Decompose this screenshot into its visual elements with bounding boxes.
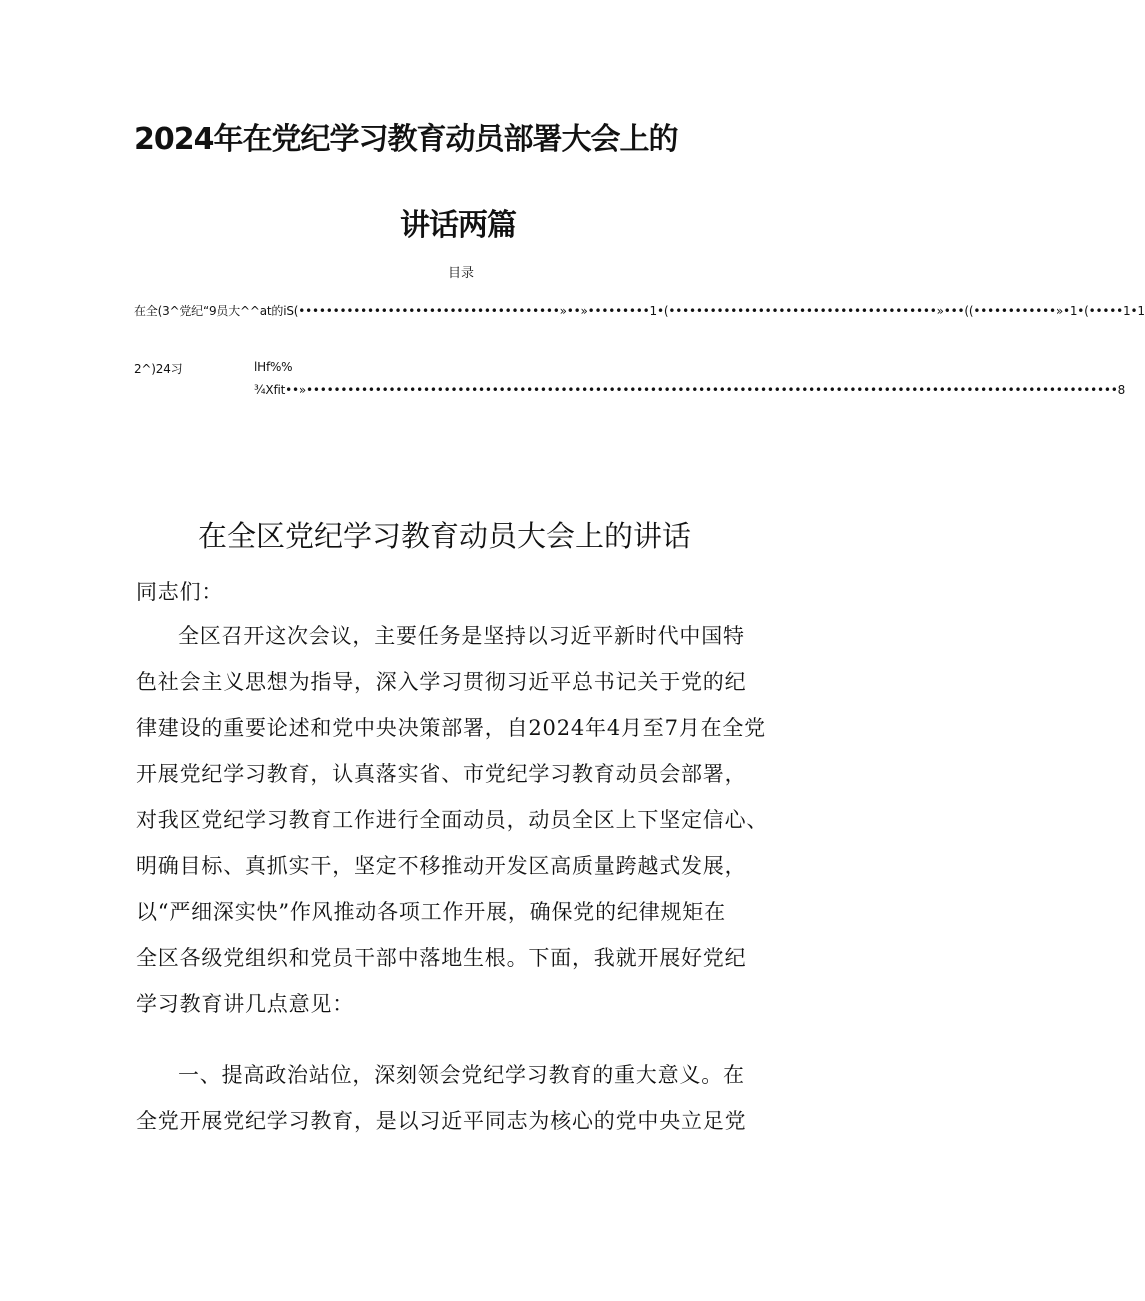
toc-entry-2-middle[interactable]: lHf%% — [254, 360, 293, 374]
toc-entry-1[interactable]: 在全(3^党纪“9员大^^at的iS(••••••••••••••••••••••••••••••••••••••»••»•••••••••1•(•••••••••••••••••••••••••••••••••••••••»•••((••••••••••••»•1•(•••••1•1 — [134, 304, 1145, 318]
paragraph-line: 色社会主义思想为指导，深入学习贯彻习近平总书记关于党的纪 — [136, 670, 747, 694]
document-title-line1: 2024年在党纪学习教育动员部署大会上的 — [134, 122, 678, 157]
body-paragraph-2 — [136, 1052, 796, 1144]
paragraph-line: 全党开展党纪学习教育，是以习近平同志为核心的党中央立足党 — [136, 1109, 747, 1133]
paragraph-line: 学习教育讲几点意见： — [136, 992, 354, 1016]
body-paragraph-1 — [136, 613, 796, 1027]
toc-entry-3[interactable]: ¾Xfit••»••••••••••••••••••••••••••••••••••••••••••••••••••••••••••••••••••••••••••••••••••••••••••••••••••••••••••••••••••••••8 — [254, 383, 1126, 397]
section-title: 在全区党纪学习教育动员大会上的讲话 — [198, 519, 692, 553]
document-title-line2: 讲话两篇 — [400, 208, 516, 243]
paragraph-line: 对我区党纪学习教育工作进行全面动员，动员全区上下坚定信心、 — [136, 808, 769, 832]
paragraph-line: 全区各级党组织和党员干部中落地生根。下面，我就开展好党纪 — [136, 946, 747, 970]
salutation: 同志们： — [136, 580, 224, 604]
toc-heading: 目录 — [448, 266, 475, 281]
paragraph-line: 律建设的重要论述和党中央决策部署，自2024年4月至7月在全党 — [136, 716, 766, 740]
paragraph-line: 一、提高政治站位，深刻领会党纪学习教育的重大意义。在 — [178, 1063, 745, 1087]
paragraph-line: 以“严细深实快”作风推动各项工作开展，确保党的纪律规矩在 — [136, 900, 726, 924]
paragraph-line: 开展党纪学习教育，认真落实省、市党纪学习教育动员会部署， — [136, 762, 747, 786]
paragraph-line: 明确目标、真抓实干，坚定不移推动开发区高质量跨越式发展， — [136, 854, 747, 878]
paragraph-line: 全区召开这次会议，主要任务是坚持以习近平新时代中国特 — [178, 624, 745, 648]
toc-entry-2-left[interactable]: 2^)24习 — [134, 362, 183, 376]
